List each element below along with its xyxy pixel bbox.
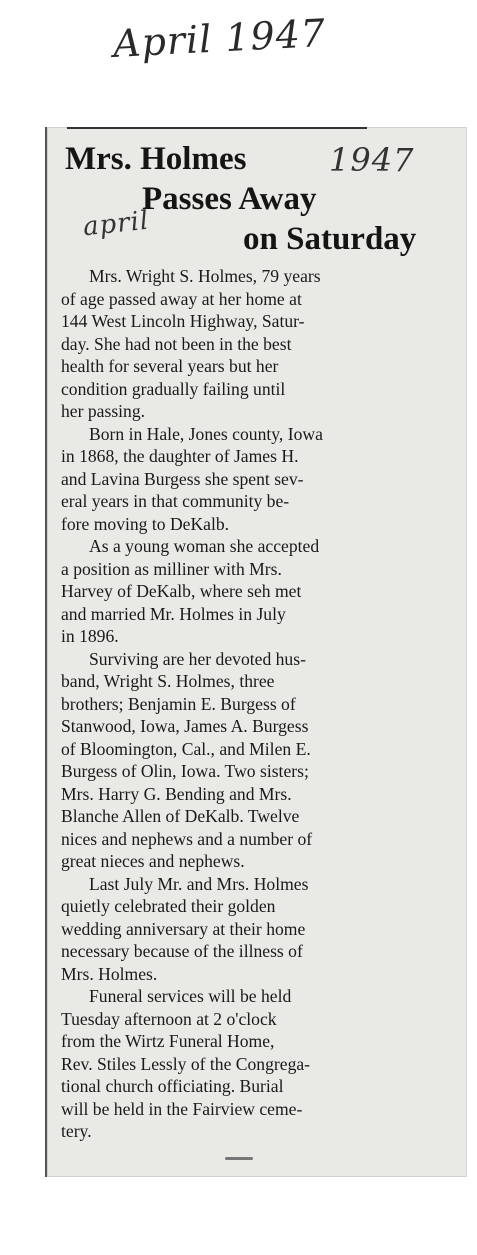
article-line: Harvey of DeKalb, where seh met [61,581,302,601]
article-paragraph [61,535,461,648]
headline-line-1: Mrs. Holmes [65,141,247,177]
article-line: Blanche Allen of DeKalb. Twelve [61,806,300,826]
article-line: in 1868, the daughter of James H. [61,446,299,466]
article-line: a position as milliner with Mrs. [61,558,282,579]
article-line: Funeral services will be held [89,986,292,1006]
article-line: Mrs. Harry G. Bending and Mrs. [61,783,292,804]
article-paragraph [61,423,461,536]
headline-line-2: Passes Away [142,181,317,217]
article-line: tery. [61,1121,92,1141]
top-rule [67,127,367,129]
article-line: Burgess of Olin, Iowa. Two sisters; [61,761,309,781]
article-line: condition gradually failing until [61,378,286,399]
article-paragraph [61,985,461,1143]
article-line: Rev. Stiles Lessly of the Congrega- [61,1053,311,1074]
article-paragraph [61,873,461,986]
article-line: and Lavina Burgess she spent sev- [61,468,304,489]
article-line: necessary because of the illness of [61,941,303,961]
article-line: Stanwood, Iowa, James A. Burgess [61,716,309,736]
article-line: her passing. [61,401,146,421]
handwritten-date-note: April 1947 [112,10,328,66]
headline-line-3: on Saturday [243,221,417,257]
article-body [61,265,461,1143]
article-line: Surviving are her devoted hus- [89,648,306,669]
article-line: band, Wright S. Holmes, three [61,671,275,691]
article-line: Born in Hale, Jones county, Iowa [89,423,323,444]
article-line: day. She had not been in the best [61,333,292,354]
article-line: fore moving to DeKalb. [61,513,230,534]
article-line: As a young woman she accepted [89,536,320,556]
article-line: Mrs. Holmes. [61,963,158,984]
article-line: and married Mr. Holmes in July [61,603,286,624]
bottom-mark [225,1157,253,1160]
article-line: Last July Mr. and Mrs. Holmes [89,873,309,894]
article-line: 144 West Lincoln Highway, Satur- [61,311,305,331]
article-line: wedding anniversary at their home [61,918,306,939]
article-line: from the Wirtz Funeral Home, [61,1031,275,1051]
article-line: of age passed away at her home at [61,288,302,309]
article-paragraph [61,648,461,873]
article-line: Mrs. Wright S. Holmes, 79 years [89,266,321,286]
article-line: Tuesday afternoon at 2 o'clock [61,1008,277,1029]
newspaper-clipping [45,127,467,1177]
handwritten-month-note: april [81,205,151,243]
article-line: of Bloomington, Cal., and Milen E. [61,738,311,759]
article-line: tional church officiating. Burial [61,1076,284,1096]
article-line: in 1896. [61,626,119,646]
article-line: brothers; Benjamin E. Burgess of [61,693,296,714]
article-paragraph [61,265,461,423]
article-line: great nieces and nephews. [61,851,245,871]
article-line: health for several years but her [61,356,279,376]
article-line: will be held in the Fairview ceme- [61,1098,303,1119]
article-line: eral years in that community be- [61,491,290,511]
handwritten-year-note: 1947 [329,141,415,179]
article-line: quietly celebrated their golden [61,896,276,916]
article-line: nices and nephews and a number of [61,828,313,849]
